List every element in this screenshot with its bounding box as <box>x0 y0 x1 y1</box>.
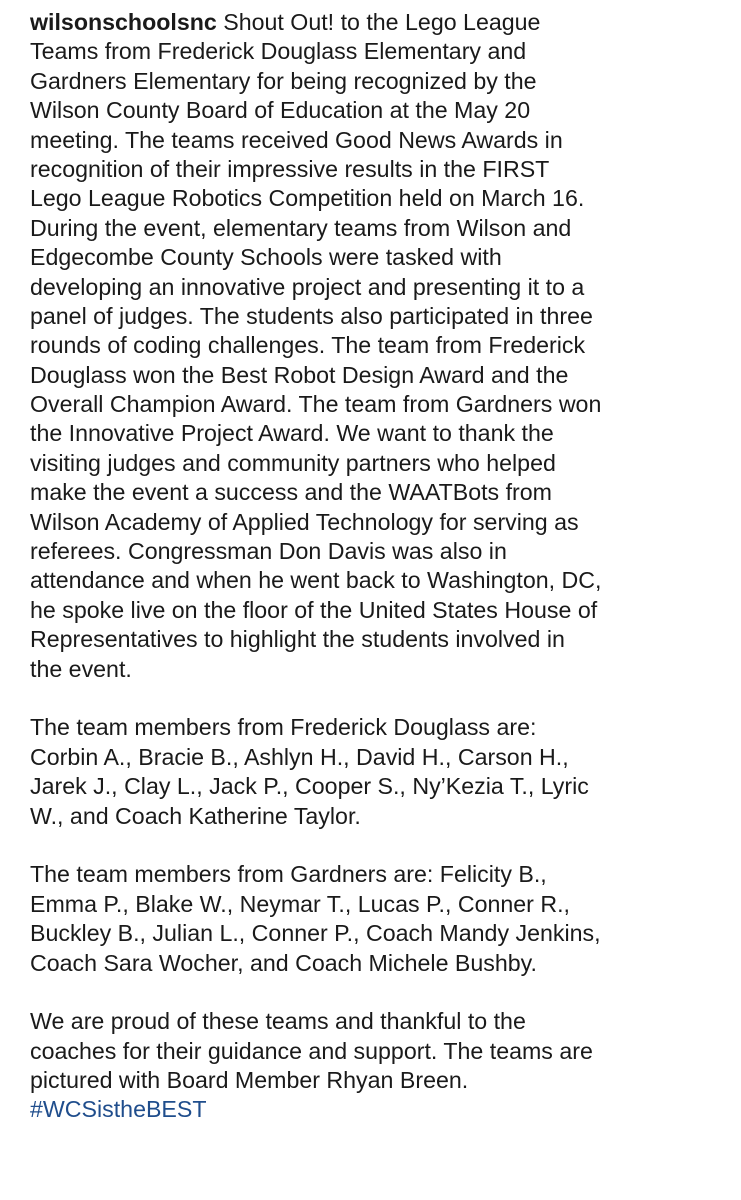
caption-line: coaches for their guidance and support. The teams are <box>30 1037 593 1064</box>
caption-line: Overall Champion Award. The team from Gardners won <box>30 391 602 418</box>
caption-line: developing an innovative project and presenting it to a <box>30 273 585 300</box>
caption-line: pictured with Board Member Rhyan Breen. <box>30 1067 469 1094</box>
caption-line: the event. <box>30 655 132 682</box>
caption-line: W., and Coach Katherine Taylor. <box>30 802 361 829</box>
caption-line: Teams from Frederick Douglass Elementary and <box>30 38 527 65</box>
caption-line: the Innovative Project Award. We want to thank the <box>30 420 554 447</box>
paragraph-3 <box>30 860 730 978</box>
caption-line: visiting judges and community partners who helped <box>30 449 556 476</box>
caption-line: recognition of their impressive results in the FIRST <box>30 155 550 182</box>
caption-line: rounds of coding challenges. The team from Frederick <box>30 332 586 359</box>
paragraph-spacer <box>30 684 730 713</box>
paragraph-1 <box>30 37 730 684</box>
caption-line: Wilson Academy of Applied Technology for serving as <box>30 508 579 535</box>
paragraph-spacer <box>30 831 730 860</box>
caption-line: attendance and when he went back to Washington, DC, <box>30 567 602 594</box>
caption-line: Lego League Robotics Competition held on March 16. <box>30 185 585 212</box>
caption-line: Wilson County Board of Education at the May 20 <box>30 97 531 124</box>
caption-line: Edgecombe County Schools were tasked with <box>30 244 502 271</box>
paragraph-2 <box>30 713 730 831</box>
caption-line: panel of judges. The students also participated in three <box>30 302 593 329</box>
caption-line: Douglass won the Best Robot Design Award and the <box>30 361 569 388</box>
paragraph-spacer <box>30 978 730 1007</box>
caption-line: Emma P., Blake W., Neymar T., Lucas P., Conner R., <box>30 890 570 917</box>
hashtag-link[interactable]: #WCSistheBEST <box>30 1096 207 1123</box>
caption-line: referees. Congressman Don Davis was also in <box>30 538 507 565</box>
caption-line: Coach Sara Wocher, and Coach Michele Bushby. <box>30 949 537 976</box>
caption-line: The team members from Gardners are: Felicity B., <box>30 861 547 888</box>
caption-first-line-text: Shout Out! to the Lego League <box>216 9 541 35</box>
username-link[interactable]: wilsonschoolsnc <box>30 9 217 35</box>
caption-line: Gardners Elementary for being recognized by the <box>30 67 537 94</box>
caption-line: meeting. The teams received Good News Awards in <box>30 126 563 153</box>
caption-line: make the event a success and the WAATBots from <box>30 479 552 506</box>
caption-line: he spoke live on the floor of the United States House of <box>30 596 598 623</box>
caption-line: Corbin A., Bracie B., Ashlyn H., David H., Carson H., <box>30 743 569 770</box>
caption-line <box>30 8 730 37</box>
paragraph-4 <box>30 1007 730 1125</box>
caption-line: We are proud of these teams and thankful to the <box>30 1008 526 1035</box>
caption-line: Jarek J., Clay L., Jack P., Cooper S., Ny’Kezia T., Lyric <box>30 773 589 800</box>
post-caption <box>30 8 730 1125</box>
caption-line: During the event, elementary teams from Wilson and <box>30 214 572 241</box>
caption-line: Representatives to highlight the students involved in <box>30 626 565 653</box>
caption-line: The team members from Frederick Douglass are: <box>30 714 537 741</box>
caption-line: Buckley B., Julian L., Conner P., Coach Mandy Jenkins, <box>30 920 601 947</box>
